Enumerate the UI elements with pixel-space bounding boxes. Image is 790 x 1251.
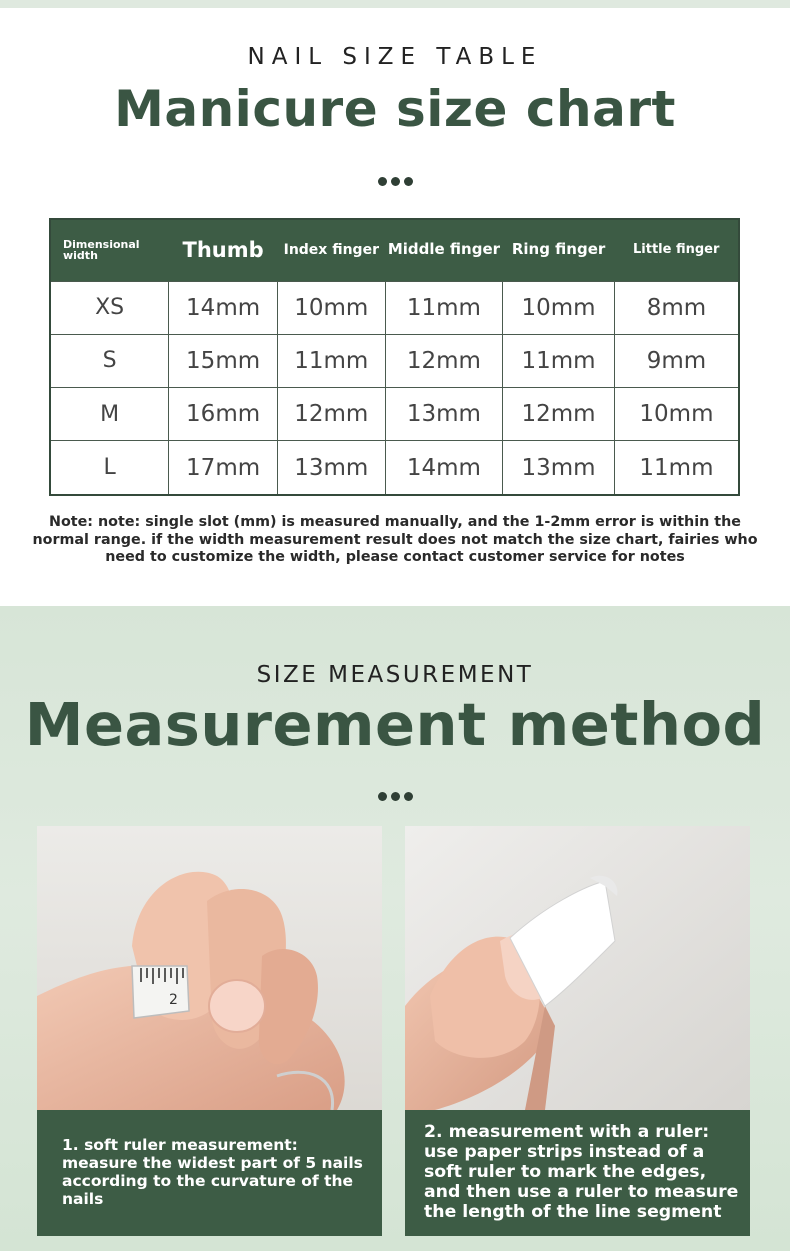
size-label: XS — [50, 281, 169, 334]
section-title: Measurement method — [24, 690, 766, 759]
table-header-row — [50, 219, 739, 281]
size-label: L — [50, 441, 169, 495]
table-cell: 14mm — [385, 441, 503, 495]
column-header: Dimensional width — [50, 219, 169, 281]
table-cell: 10mm — [614, 388, 739, 441]
table-cell: 11mm — [614, 441, 739, 495]
dots-divider — [0, 171, 790, 190]
measurement-note: Note: note: single slot (mm) is measured manually, and the 1-2mm error is within the normal range. if the width measurement result does not match the size chart, fairies who need to customize the width, please contact customer service for notes — [32, 514, 758, 565]
size-label: M — [50, 388, 169, 441]
size-table-section — [0, 8, 790, 606]
size-label: S — [50, 334, 169, 387]
column-header: Ring finger — [503, 219, 615, 281]
table-cell: 16mm — [169, 388, 278, 441]
section-title: Manicure size chart — [114, 80, 676, 138]
ruler-card — [405, 826, 750, 1236]
column-header: Thumb — [169, 219, 278, 281]
table-row — [50, 281, 739, 334]
column-header: Index finger — [277, 219, 385, 281]
ruler-digit: 2 — [169, 992, 178, 1008]
size-table — [49, 218, 740, 496]
dots-divider — [0, 786, 790, 805]
table-cell: 13mm — [277, 441, 385, 495]
soft-ruler-caption: 1. soft ruler measurement: measure the widest part of 5 nails according to the curvature of the nails — [37, 1110, 382, 1236]
table-cell: 11mm — [503, 334, 615, 387]
table-cell: 9mm — [614, 334, 739, 387]
table-cell: 12mm — [503, 388, 615, 441]
section-eyebrow: NAIL SIZE TABLE — [247, 44, 543, 70]
table-cell: 13mm — [503, 441, 615, 495]
measurement-section — [0, 606, 790, 1251]
soft-ruler-card — [37, 826, 382, 1236]
table-cell: 15mm — [169, 334, 278, 387]
table-cell: 13mm — [385, 388, 503, 441]
table-cell: 12mm — [385, 334, 503, 387]
table-cell: 12mm — [277, 388, 385, 441]
section-eyebrow: SIZE MEASUREMENT — [256, 662, 534, 688]
table-cell: 11mm — [385, 281, 503, 334]
table-row — [50, 388, 739, 441]
table-cell: 10mm — [503, 281, 615, 334]
ruler-caption: 2. measurement with a ruler: use paper strips instead of a soft ruler to mark the edges, and then use a ruler to measure the length of the line segment — [405, 1110, 750, 1236]
table-row — [50, 334, 739, 387]
table-cell: 10mm — [277, 281, 385, 334]
soft-ruler-photo — [37, 826, 382, 1110]
top-strip — [0, 0, 790, 8]
table-cell: 17mm — [169, 441, 278, 495]
table-row — [50, 441, 739, 495]
paper-strip-photo — [405, 826, 750, 1110]
column-header: Middle finger — [385, 219, 503, 281]
table-cell: 14mm — [169, 281, 278, 334]
table-cell: 8mm — [614, 281, 739, 334]
table-cell: 11mm — [277, 334, 385, 387]
column-header: Little finger — [614, 219, 739, 281]
